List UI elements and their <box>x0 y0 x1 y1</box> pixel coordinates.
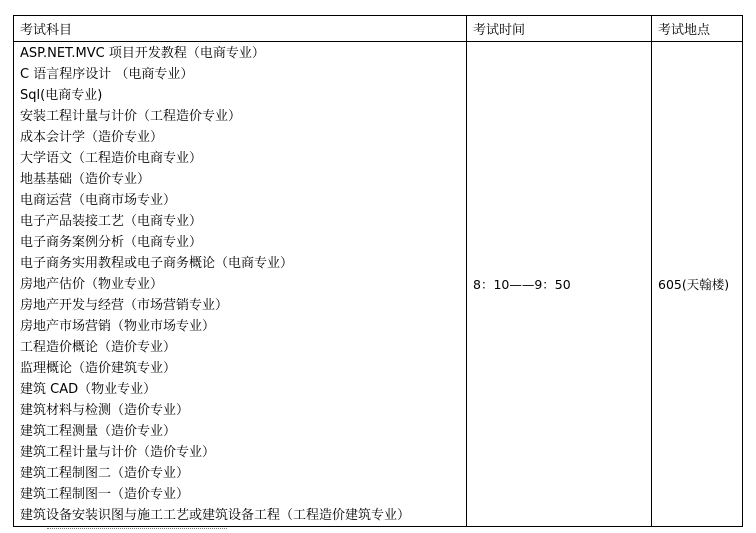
subject-item: 电子商务实用教程或电子商务概论（电商专业） <box>20 256 294 271</box>
next-row-clipped <box>13 524 742 533</box>
subject-item: 电商运营（电商市场专业） <box>20 193 177 208</box>
header-row <box>14 16 743 42</box>
subject-item: 建筑工程制图二（造价专业） <box>20 466 190 481</box>
subject-item: 建筑设备安装识图与施工工艺或建筑设备工程（工程造价建筑专业） <box>20 508 411 523</box>
schedule-row <box>14 42 743 527</box>
subject-item: 房地产市场营销（物业市场专业） <box>20 319 216 334</box>
subject-item: 成本会计学（造价专业） <box>20 130 164 145</box>
subject-item: C 语言程序设计 （电商专业） <box>20 67 194 82</box>
subject-item: 建筑工程计量与计价（造价专业） <box>20 445 216 460</box>
subject-item: 工程造价概论（造价专业） <box>20 340 177 355</box>
header-subject: 考试科目 <box>14 16 467 42</box>
subject-item: 建筑 CAD（物业专业） <box>20 382 157 397</box>
subject-item: 建筑材料与检测（造价专业） <box>20 403 190 418</box>
subject-item: 房地产估价（物业专业） <box>20 277 164 292</box>
exam-schedule-table <box>13 15 743 527</box>
subject-item: 电子产品装接工艺（电商专业） <box>20 214 203 229</box>
subject-item: ASP.NET.MVC 项目开发教程（电商专业） <box>20 46 265 61</box>
header-place: 考试地点 <box>652 16 743 42</box>
subject-item: 地基基础（造价专业） <box>20 172 151 187</box>
subject-item: 监理概论（造价建筑专业） <box>20 361 177 376</box>
subject-list <box>20 43 466 526</box>
exam-place-cell: 605(天翰楼) <box>652 42 743 527</box>
header-time: 考试时间 <box>467 16 652 42</box>
subject-item: 建筑工程制图一（造价专业） <box>20 487 190 502</box>
subject-item: 安装工程计量与计价（工程造价专业） <box>20 109 242 124</box>
subject-item: 房地产开发与经营（市场营销专业） <box>20 298 229 313</box>
exam-time-cell: 8：10——9：50 <box>467 42 652 527</box>
subject-item: 电子商务案例分析（电商专业） <box>20 235 203 250</box>
subject-item: 建筑工程测量（造价专业） <box>20 424 177 439</box>
subject-list-cell <box>14 42 467 527</box>
subject-item: Sql(电商专业) <box>20 88 103 103</box>
subject-item: 大学语文（工程造价电商专业） <box>20 151 203 166</box>
clipped-text-fragment <box>47 528 227 529</box>
